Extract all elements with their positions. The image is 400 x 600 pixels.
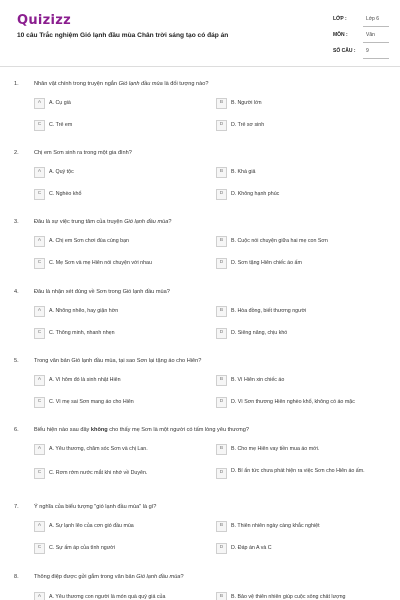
meta-row-class: [333, 13, 389, 29]
question-text-bold: không: [90, 427, 108, 433]
question-text-part: Biểu hiện nào sau đây: [34, 427, 91, 433]
meta-underline: [363, 58, 389, 59]
option-letter: B: [219, 377, 224, 382]
option-text: A. Chị em Sơn chơi đùa cùng bạn: [49, 238, 129, 244]
option-text: B. Vì Hiên xin chiếc áo: [231, 377, 285, 383]
question-number: 8.: [14, 574, 19, 580]
option-text: B. Thiên nhiên ngày càng khắc nghiệt: [231, 523, 320, 529]
meta-row-count: [333, 45, 389, 61]
question-text-part: Nhân vật chính trong truyện ngắn: [34, 81, 119, 87]
option-letter: A: [37, 238, 42, 243]
option-text: D. Không hạnh phúc: [231, 191, 280, 197]
worksheet-header: [0, 0, 400, 66]
question-text-part: ?: [180, 574, 184, 580]
meta-value: Văn: [366, 32, 375, 38]
option-b[interactable]: [216, 521, 391, 535]
option-d[interactable]: [216, 328, 391, 342]
question-text: [34, 219, 374, 225]
option-letter: C: [37, 260, 42, 265]
meta-underline: [363, 26, 389, 27]
option-text: A. Vì hôm đó là sinh nhật Hiên: [49, 377, 121, 383]
meta-underline: [363, 42, 389, 43]
option-letter: A: [37, 169, 42, 174]
option-c[interactable]: [34, 258, 209, 272]
option-text: A. Quý tộc: [49, 169, 74, 175]
question-text-part: ?: [168, 219, 172, 225]
option-letter: C: [37, 399, 42, 404]
question-text-part: Đâu là sự việc trung tâm của truyện: [34, 219, 125, 225]
option-text: A. Sự lạnh lẽo của cơn gió đầu mùa: [49, 523, 134, 529]
meta-value: Lớp 6: [366, 16, 380, 22]
option-c[interactable]: [34, 328, 209, 342]
meta-label: MÔN :: [333, 32, 348, 38]
option-letter: B: [219, 308, 224, 313]
worksheet-title: 10 câu Trắc nghiệm Gió lạnh đầu mùa Chân trời sáng tạo có đáp án: [17, 32, 229, 39]
option-c[interactable]: [34, 543, 209, 557]
question-text-part: Chị em Sơn sinh ra trong một gia đình?: [34, 150, 132, 156]
option-letter: D: [219, 470, 224, 475]
option-text: D. Bí ẩn tức chưa phát hiện ra việc Sơn cho Hiên áo ấm.: [231, 468, 365, 474]
question-text-part: cho thấy mẹ Sơn là một người có tấm lòng yêu thương?: [107, 427, 250, 433]
option-a[interactable]: [34, 375, 209, 389]
option-text: B. Cho mẹ Hiên vay tiền mua áo mới.: [231, 446, 320, 452]
question-text: [34, 81, 374, 87]
meta-row-subject: [333, 29, 389, 45]
option-d[interactable]: [216, 258, 391, 272]
meta-label: LỚP :: [333, 16, 347, 22]
question-text: [34, 504, 374, 510]
question-number: 4.: [14, 289, 19, 295]
option-a[interactable]: [34, 236, 209, 250]
option-d[interactable]: [216, 189, 391, 203]
option-letter: B: [219, 238, 224, 243]
question-text-part: Đâu là nhận xét đúng về Sơn trong Gió lạnh đầu mùa?: [34, 289, 170, 295]
question-text: [34, 289, 374, 295]
question-text: [34, 574, 374, 580]
option-b[interactable]: [216, 444, 391, 458]
option-text: B. Cuộc nói chuyện giữa hai mẹ con Sơn: [231, 238, 328, 244]
option-letter: B: [219, 169, 224, 174]
option-letter: B: [219, 100, 224, 105]
option-letter: B: [219, 594, 224, 599]
option-letter: D: [219, 330, 224, 335]
question-number: 7.: [14, 504, 19, 510]
option-letter: A: [37, 377, 42, 382]
question-number: 1.: [14, 81, 19, 87]
option-text: A. Nhõng nhẽo, hay giận hờn: [49, 308, 119, 314]
question-text-part: là đối tượng nào?: [162, 81, 209, 87]
option-b[interactable]: [216, 98, 391, 112]
option-text: C. Vì mẹ sai Sơn mang áo cho Hiên: [49, 399, 134, 405]
option-letter: C: [37, 470, 42, 475]
question-number: 5.: [14, 358, 19, 364]
meta-value: 9: [366, 48, 369, 54]
option-c[interactable]: [34, 397, 209, 411]
option-text: B. Khá giả: [231, 169, 256, 175]
option-letter: C: [37, 330, 42, 335]
option-d[interactable]: [216, 468, 391, 488]
question-number: 3.: [14, 219, 19, 225]
question-text-italic: Gió lạnh đầu mùa: [136, 574, 181, 580]
option-c[interactable]: [34, 120, 209, 134]
meta-label: SỐ CÂU :: [333, 48, 356, 54]
header-divider: [0, 66, 400, 67]
question-text-italic: Gió lạnh đầu mùa: [124, 219, 169, 225]
option-letter: D: [219, 545, 224, 550]
option-letter: A: [37, 100, 42, 105]
question-text-part: Trong văn bản Gió lạnh đầu mùa, tại sao Sơn lại tặng áo cho Hiên?: [34, 358, 202, 364]
option-letter: A: [37, 594, 42, 599]
option-b[interactable]: [216, 236, 391, 250]
option-letter: A: [37, 446, 42, 451]
question-text-part: Thông điệp được gửi gắm trong văn bản: [34, 574, 137, 580]
question-text: [34, 358, 374, 364]
option-text: D. Trẻ sơ sinh: [231, 122, 265, 128]
option-d[interactable]: [216, 120, 391, 134]
option-a[interactable]: [34, 306, 209, 320]
option-a[interactable]: [34, 521, 209, 535]
option-text: C. Mẹ Sơn và mẹ Hiên nói chuyện với nhau: [49, 260, 152, 266]
question-text-part: Ý nghĩa của biểu tượng "gió lạnh đầu mùa" là gì?: [34, 504, 157, 510]
option-a[interactable]: [34, 98, 209, 112]
option-text: C. Thông minh, nhanh nhẹn: [49, 330, 115, 336]
option-a[interactable]: [34, 592, 209, 600]
option-text: C. Trẻ em: [49, 122, 73, 128]
option-b[interactable]: [216, 592, 394, 600]
option-b[interactable]: [216, 167, 391, 181]
option-text: A. Yêu thương con người là món quà quý giá của: [49, 594, 166, 600]
question-text-italic: Gió lạnh đầu mùa: [118, 81, 163, 87]
question-text: [34, 427, 374, 433]
option-a[interactable]: [34, 444, 209, 458]
option-text: A. Cụ già: [49, 100, 71, 106]
option-text: A. Yêu thương, chăm sóc Sơn và chị Lan.: [49, 446, 148, 452]
option-letter: A: [37, 308, 42, 313]
option-text: D. Vì Sơn thương Hiên nghèo khổ, không có áo mặc: [231, 399, 355, 405]
question-number: 2.: [14, 150, 19, 156]
option-letter: D: [219, 260, 224, 265]
option-text: B. Người lớn: [231, 100, 262, 106]
option-letter: D: [219, 399, 224, 404]
option-letter: C: [37, 122, 42, 127]
option-letter: C: [37, 545, 42, 550]
option-text: D. Đáp án A và C: [231, 545, 272, 551]
option-text: B. Bảo vệ thiên nhiên giúp cuộc sống chất lượng: [231, 594, 346, 600]
option-text: B. Hòa đồng, biết thương người: [231, 308, 307, 314]
option-text: C. Rơm rớm nước mắt khi nhớ về Duyên.: [49, 470, 148, 476]
quizizz-logo[interactable]: Quizizz: [17, 13, 72, 28]
option-d[interactable]: [216, 397, 396, 411]
option-d[interactable]: [216, 543, 391, 557]
option-letter: B: [219, 446, 224, 451]
question-text: [34, 150, 374, 156]
worksheet-meta: [333, 13, 389, 61]
option-text: D. Siêng năng, chịu khó: [231, 330, 288, 336]
option-text: D. Sơn tặng Hiên chiếc áo ấm: [231, 260, 302, 266]
option-letter: D: [219, 191, 224, 196]
option-text: C. Sự ấm áp của tình người: [49, 545, 115, 551]
option-c[interactable]: [34, 468, 209, 482]
option-text: C. Nghèo khổ: [49, 191, 82, 197]
option-letter: C: [37, 191, 42, 196]
option-b[interactable]: [216, 375, 391, 389]
option-letter: D: [219, 122, 224, 127]
option-letter: A: [37, 523, 42, 528]
option-a[interactable]: [34, 167, 209, 181]
question-number: 6.: [14, 427, 19, 433]
option-letter: B: [219, 523, 224, 528]
option-c[interactable]: [34, 189, 209, 203]
option-b[interactable]: [216, 306, 391, 320]
